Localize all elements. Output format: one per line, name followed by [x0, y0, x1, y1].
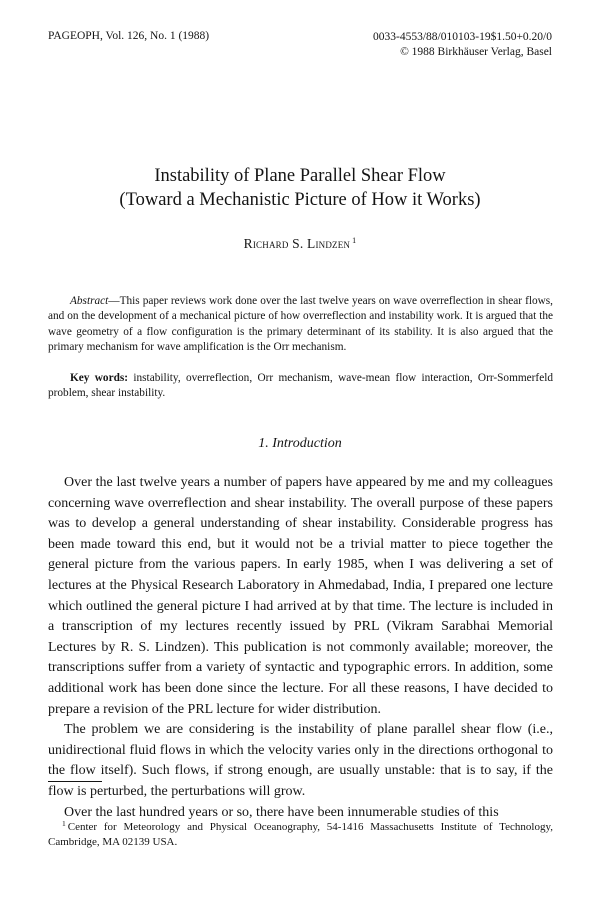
publication-info [373, 30, 552, 60]
body-text [48, 473, 553, 823]
body-paragraph-1: Over the last twelve years a number of papers have appeared by me and my colleagues concerning wave overreflection and shear instability. The overall purpose of these papers was to develop a general understanding of shear instability. Considerable progress has been made toward this end, but it would not be a trivial matter to piece together the general picture from the various papers. In early 1985, when I was delivering a set of lectures at the Physical Research Laboratory in Ahmedabad, India, I prepared one lecture which outlined the general picture I had arrived at by that time. The lecture is included in a transcription of my lectures recently issued by PRL (Vikram Sarabhai Memorial Lectures by R. S. Lindzen). This publication is not commonly available; moreover, the transcriptions suffer from a variety of syntactic and typographic errors. In addition, some additional work has been done since the lecture. For all these reasons, I have decided to prepare a revision of the PRL lecture for wider distribution. [48, 475, 553, 717]
keywords-text: instability, overreflection, Orr mechanism, wave-mean flow interaction, Orr-Sommerfeld problem, shear instability. [48, 372, 553, 400]
footnote-rule [48, 781, 102, 782]
paper-title-line-2: (Toward a Mechanistic Picture of How it Works) [119, 190, 481, 210]
body-paragraph-3: Over the last hundred years or so, there have been innumerable studies of this [64, 804, 499, 820]
paper-title-line-1: Instability of Plane Parallel Shear Flow [154, 166, 446, 186]
footnote [48, 816, 553, 850]
keywords [48, 371, 553, 402]
section-heading: 1. Introduction [258, 436, 342, 451]
author-name: Richard S. Lindzen [243, 236, 351, 251]
footnote-mark: 1 [62, 819, 66, 828]
author-line [0, 236, 600, 252]
journal-citation: PAGEOPH, Vol. 126, No. 1 (1988) [48, 30, 210, 42]
author-footnote-mark: 1 [352, 236, 357, 245]
abstract-text: —This paper reviews work done over the last twelve years on wave overreflection in shear flows, and on the development of a mechanical picture of how overreflection and instability work. It is argued that the wave geometry of a flow configuration is the primary determinant of its stability. It is also argued that the primary mechanism for wave amplification is the Orr mechanism. [48, 295, 553, 354]
copyright-line: © 1988 Birkhäuser Verlag, Basel [400, 46, 552, 58]
abstract [48, 294, 553, 356]
abstract-lead: Abstract [70, 295, 109, 307]
footnote-text: Center for Meteorology and Physical Oceanography, 54-1416 Massachusetts Institute of Technology, Cambridge, MA 02139 USA. [48, 821, 553, 848]
article-code: 0033-4553/88/010103-19$1.50+0.20/0 [373, 31, 552, 43]
body-paragraph-2: The problem we are considering is the instability of plane parallel shear flow (i.e., unidirectional fluid flows in which the velocity varies only in the directions orthogonal to the flow itself). Such flows, if strong enough, are usually unstable: that is to say, if the flow is perturbed, the perturbations will grow. [48, 722, 553, 799]
keywords-lead: Key words: [70, 372, 129, 384]
